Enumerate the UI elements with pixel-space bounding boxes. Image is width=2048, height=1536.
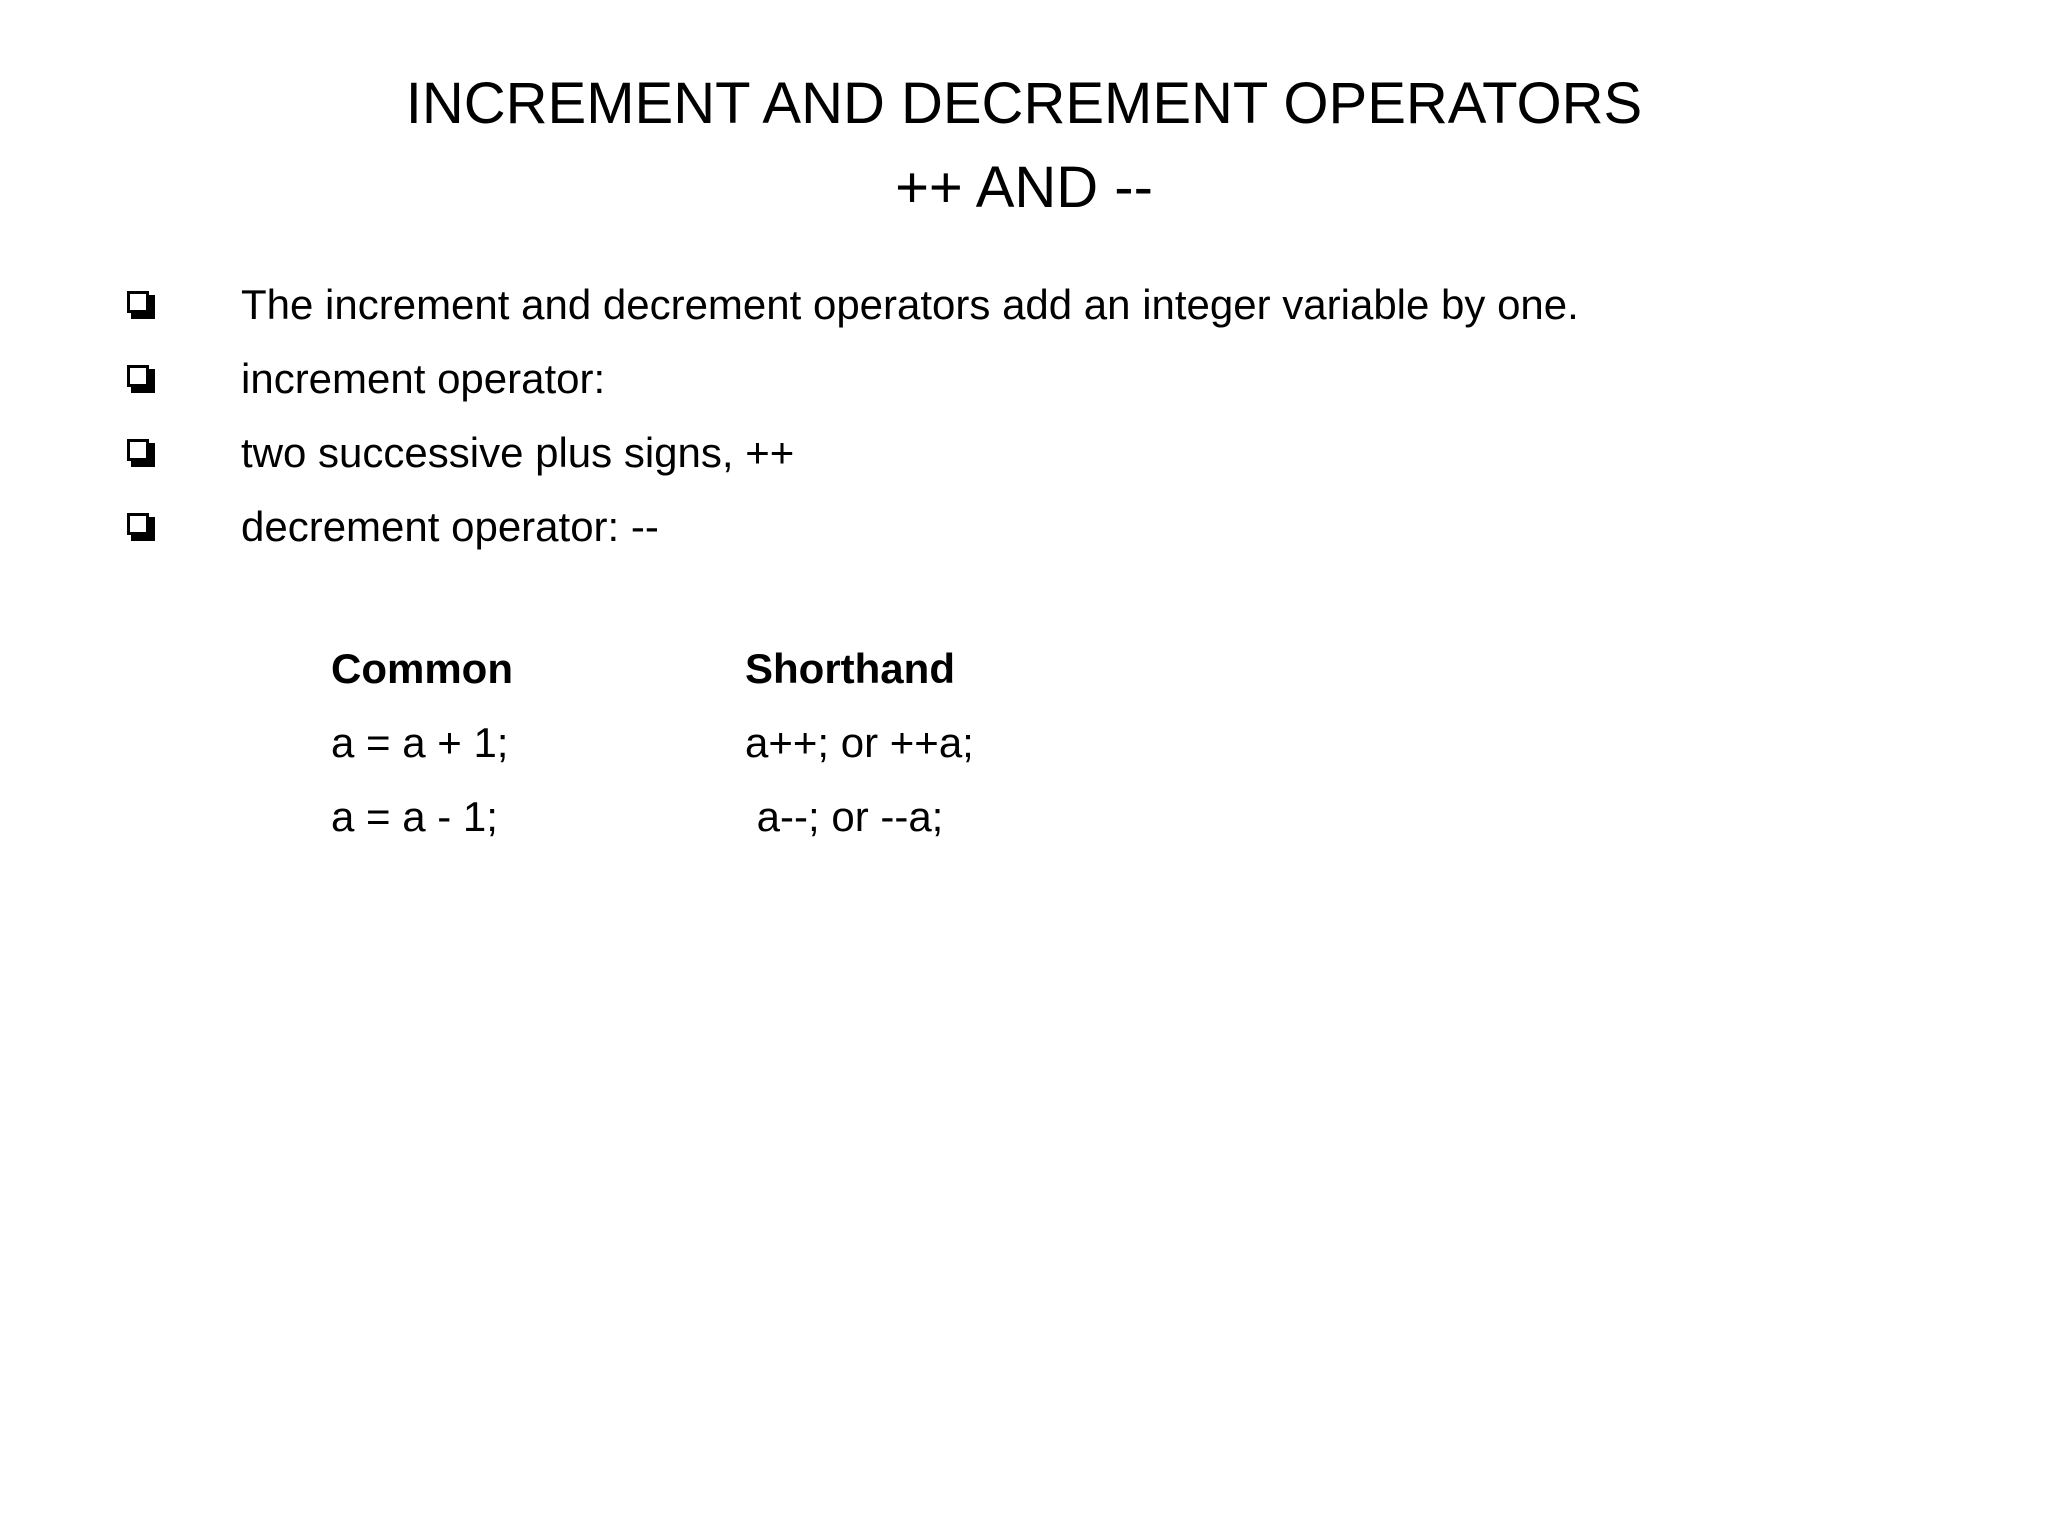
bullet-text: decrement operator: -- [241,503,659,550]
header-shorthand: Shorthand [745,645,955,692]
bullet-item [127,490,1579,564]
table-row [331,706,974,780]
cell-common: a = a - 1; [331,793,498,840]
bullet-item [127,416,1579,490]
bullet-text: increment operator: [241,355,606,402]
header-common: Common [331,645,513,692]
checkbox-icon [127,365,156,394]
comparison-table [331,632,974,854]
table-row [331,780,974,854]
bullet-item [127,268,1579,342]
bullet-item [127,342,1579,416]
checkbox-icon [127,291,156,320]
bullet-list [127,268,1579,564]
cell-common: a = a + 1; [331,719,509,766]
bullet-text: two successive plus signs, ++ [241,429,795,476]
slide-title [0,62,2048,230]
title-line-1: INCREMENT AND DECREMENT OPERATORS [405,71,1643,136]
checkbox-icon [127,439,156,468]
cell-shorthand: a--; or --a; [745,793,944,840]
cell-shorthand: a++; or ++a; [745,719,974,766]
title-line-2: ++ AND -- [895,155,1153,220]
bullet-text: The increment and decrement operators add an integer variable by one. [241,281,1579,328]
checkbox-icon [127,513,156,542]
table-header-row [331,632,974,706]
